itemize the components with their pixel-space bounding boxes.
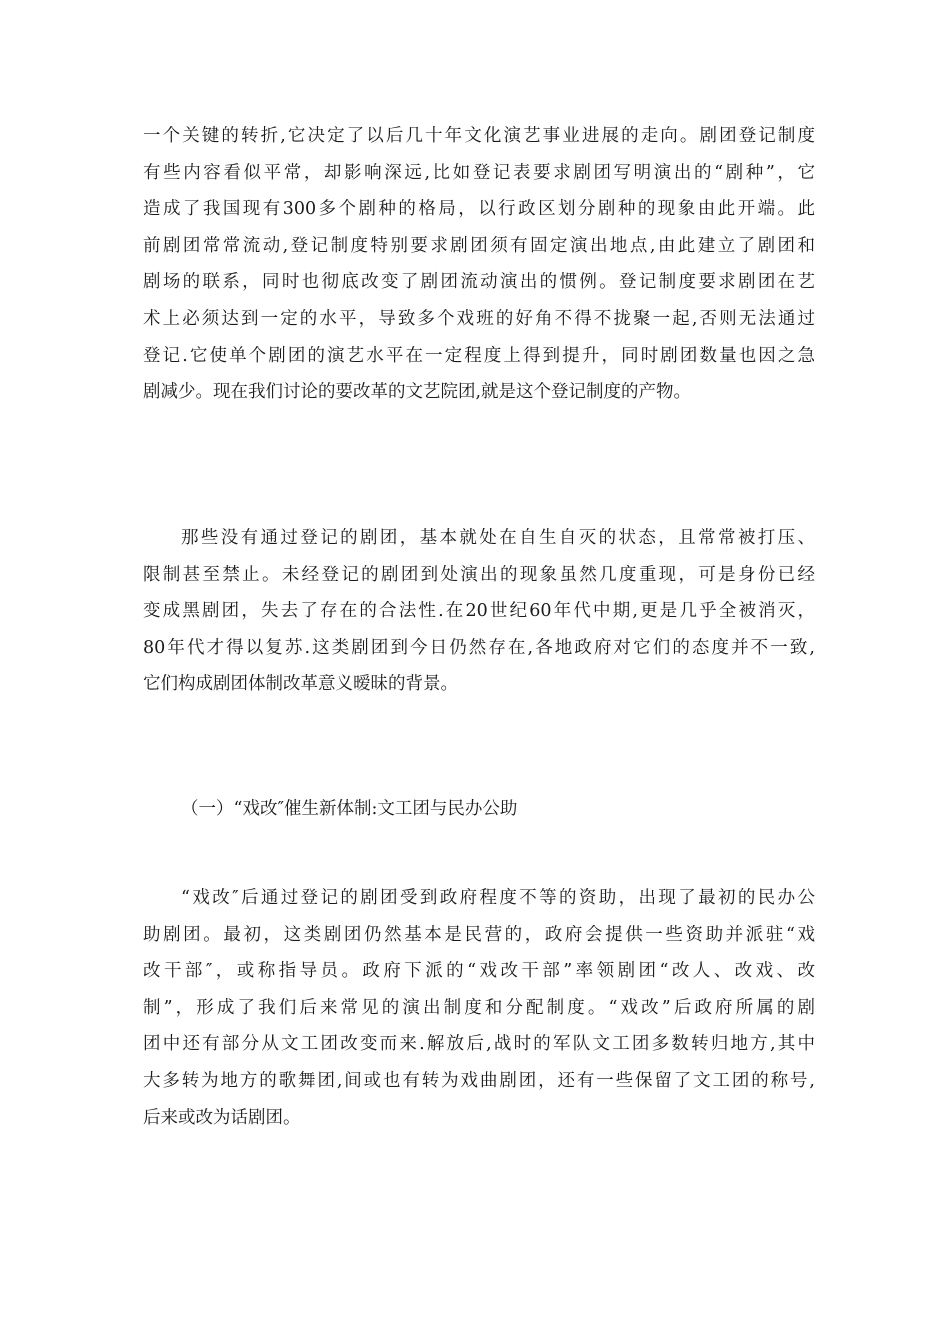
paragraph-registration-system <box>143 118 815 411</box>
text-line: 团中还有部分从文工团改变而来.解放后,战时的军队文工团多数转归地方,其中 <box>143 1034 815 1055</box>
text-line: 改干部″，或称指导员。政府下派的“戏改干部”率领剧团“改人、改戏、改 <box>143 961 815 982</box>
paragraph-unregistered-troupes <box>143 520 815 703</box>
text-line: 助剧团。最初，这类剧团仍然基本是民营的，政府会提供一些资助并派驻“戏 <box>143 924 815 945</box>
text-line: “戏改″后通过登记的剧团受到政府程度不等的资助，出现了最初的民办公 <box>181 888 815 908</box>
text-line: 术上必须达到一定的水平，导致多个戏班的好角不得不拢聚一起,否则无法通过 <box>143 308 815 329</box>
text-line: 变成黑剧团，失去了存在的合法性.在20世纪60年代中期,更是几乎全被消灭， <box>143 601 815 622</box>
text-line: 一个关键的转折,它决定了以后几十年文化演艺事业进展的走向。剧团登记制度 <box>143 126 815 146</box>
text-line: 剧减少。现在我们讨论的要改革的文艺院团,就是这个登记制度的产物。 <box>143 382 692 403</box>
text-line: 后来或改为话剧团。 <box>143 1107 301 1128</box>
text-line: 它们构成剧团体制改革意义暧昧的背景。 <box>143 674 458 695</box>
text-line: 造成了我国现有300多个剧种的格局，以行政区划分剧种的现象由此开端。此 <box>143 199 815 220</box>
text-line: 大多转为地方的歌舞团,间或也有转为戏曲剧团，还有一些保留了文工团的称号, <box>143 1070 815 1091</box>
text-line: 剧场的联系，同时也彻底改变了剧团流动演出的惯例。登记制度要求剧团在艺 <box>143 272 815 293</box>
text-line: 前剧团常常流动,登记制度特别要求剧团须有固定演出地点,由此建立了剧团和 <box>143 235 815 256</box>
section-heading-text: （一）“戏改″催生新体制:文工团与民办公助 <box>181 799 518 819</box>
section-heading <box>143 791 815 828</box>
paragraph-opera-reform <box>143 880 815 1136</box>
text-line: 那些没有通过登记的剧团，基本就处在自生自灭的状态，且常常被打压、 <box>181 528 815 548</box>
text-line: 有些内容看似平常，却影响深远,比如登记表要求剧团写明演出的“剧种”，它 <box>143 162 815 183</box>
text-line: 80年代才得以复苏.这类剧团到今日仍然存在,各地政府对它们的态度并不一致, <box>143 637 815 658</box>
text-line: 登记.它使单个剧团的演艺水平在一定程度上得到提升，同时剧团数量也因之急 <box>143 345 815 366</box>
text-line: 制”，形成了我们后来常见的演出制度和分配制度。“戏改”后政府所属的剧 <box>143 997 815 1018</box>
text-line: 限制甚至禁止。未经登记的剧团到处演出的现象虽然几度重现，可是身份已经 <box>143 564 815 585</box>
